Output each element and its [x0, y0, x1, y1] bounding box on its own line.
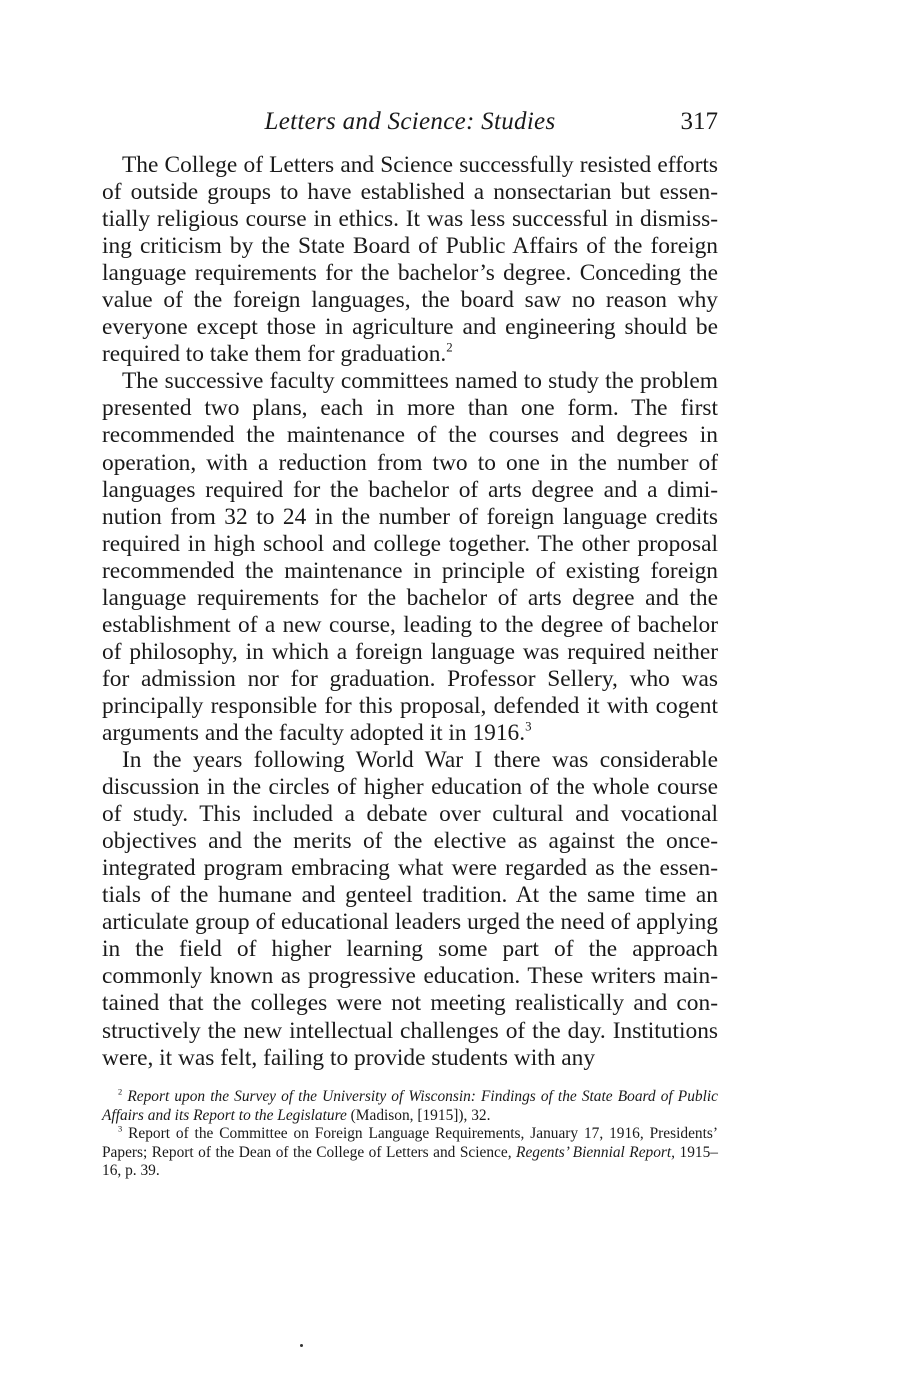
body-text: [102, 152, 718, 1072]
paragraph-text: The College of Letters and Science successfully resisted efforts of outside groups to have established a nonsectarian but essentially religious course in ethics. It was less successful in dismissing criticism by the State Board of Public Affairs of the foreign language requirements for the bachelor’s degree. Conceding the value of the foreign languages, the board saw no reason why everyone except those in agriculture and engineering should be required to take them for graduation.: [102, 152, 718, 368]
footnote-title: Regents’ Biennial Report,: [516, 1143, 676, 1161]
footnote-text: Report of the Committee on Foreign Language Requirements, January 17, 1916, Presidents’ Papers; Report of the Dean of the College of Letters and Science,: [102, 1125, 718, 1161]
footnote-text: 1915–16, p. 39.: [102, 1143, 718, 1180]
paragraph-text: The successive faculty committees named to study the problem presented two plans, each in more than one form. The first recommended the maintenance of the courses and degrees in operation, with a reduction from two to one in the number of languages required for the bachelor of arts degree and a diminution from 32 to 24 in the number of foreign language credits required in high school and college together. The other proposal recommended the maintenance in principle of existing foreign language requirements for the bachelor of arts degree and the establishment of a new course, leading to the degree of bachelor of philosophy, in which a foreign language was required neither for admission nor for graduation. Professor Sellery, who was principally responsible for this proposal, defended it with cogent arguments and the faculty adopted it in 1916.: [102, 368, 718, 746]
paragraph: [102, 747, 718, 1072]
footnote-marker: 2: [118, 1086, 123, 1097]
paragraph: [102, 368, 718, 747]
footnote: [102, 1125, 718, 1181]
footnote-title: Report upon the Survey of the University of Wisconsin: Findings of the State Board of Public Affairs and its Report to the Legislature: [102, 1088, 718, 1124]
stray-ink-mark: [300, 1344, 303, 1347]
running-head: [102, 108, 718, 142]
paragraph-text: In the years following World War I there was considerable discussion in the circles of higher education of the whole course of study. This included a debate over cultural and vocational objectives and the merits of the elective as against the once-integrated program embracing what were regarded as the essentials of the humane and genteel tradition. At the same time an articulate group of educational leaders urged the need of applying in the field of higher learning some part of the approach commonly known as progressive education. These writers maintained that the colleges were not meeting realistically and constructively the new intellectual challenges of the day. Institutions were, it was felt, failing to provide students with any: [102, 747, 718, 1071]
footnote: [102, 1088, 718, 1125]
page-number: 317: [680, 108, 718, 135]
paragraph: [102, 152, 718, 368]
footnote-marker: 3: [118, 1123, 123, 1134]
footnote-text: (Madison, [1915]), 32.: [346, 1106, 491, 1124]
footnotes: [102, 1088, 718, 1181]
footnote-ref: 3: [525, 719, 532, 734]
running-title: Letters and Science: Studies: [264, 108, 556, 135]
footnote-ref: 2: [446, 340, 453, 355]
